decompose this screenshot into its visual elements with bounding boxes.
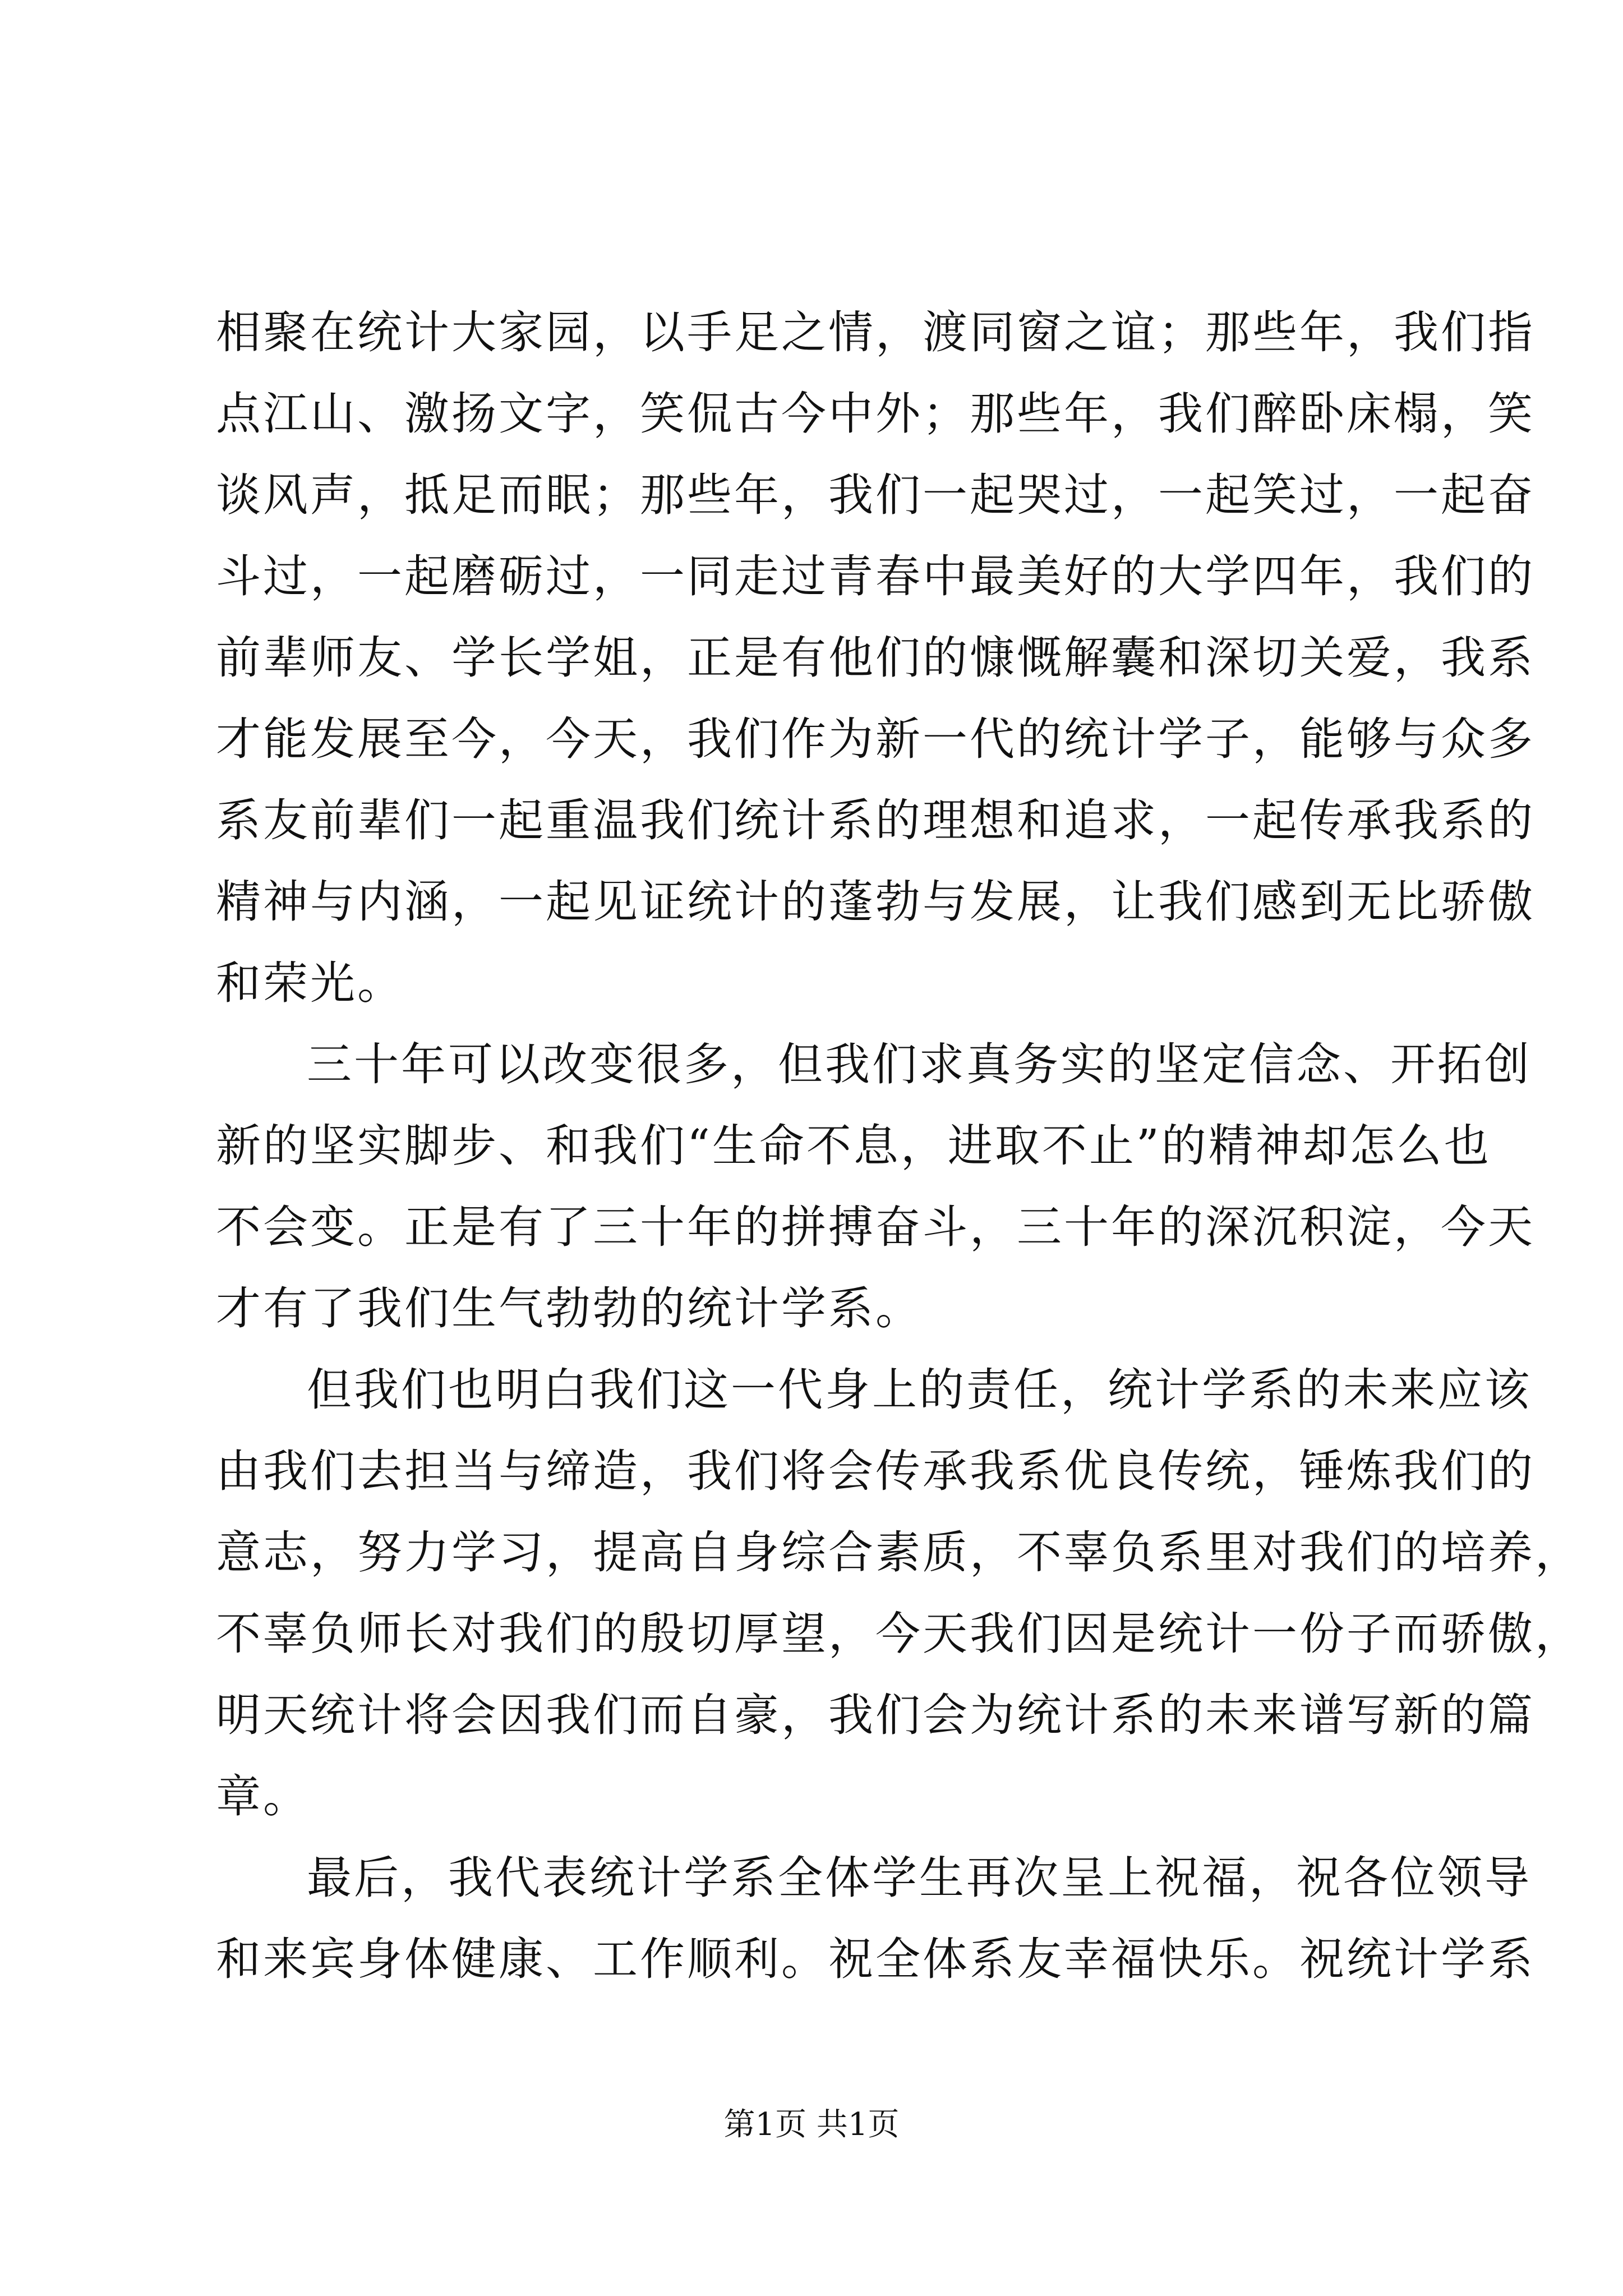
text-line: 才有了我们生气勃勃的统计学系。 bbox=[216, 1282, 923, 1335]
text-line: 和来宾身体健康、工作顺利。祝全体系友幸福快乐。祝统计学系 bbox=[216, 1933, 1535, 1985]
paragraph-1 bbox=[216, 292, 1535, 1024]
text-line: 不会变。正是有了三十年的拼搏奋斗，三十年的深沉积淀，今天 bbox=[216, 1201, 1535, 1253]
text-line: 但我们也明白我们这一代身上的责任，统计学系的未来应该 bbox=[307, 1364, 1532, 1416]
text-line: 谈风声，抵足而眠；那些年，我们一起哭过，一起笑过，一起奋 bbox=[216, 469, 1535, 521]
text-line: 前辈师友、学长学姐，正是有他们的慷慨解囊和深切关爱，我系 bbox=[216, 632, 1535, 684]
text-line: 新的坚实脚步、和我们“生命不息，进取不止”的精神却怎么也 bbox=[216, 1120, 1491, 1172]
page-footer: 第1页 共1页 bbox=[723, 2106, 900, 2143]
text-line: 最后，我代表统计学系全体学生再次呈上祝福，祝各位领导 bbox=[307, 1852, 1532, 1904]
document-body bbox=[216, 292, 1582, 2000]
text-line: 章。 bbox=[216, 1770, 310, 1823]
text-line: 不辜负师长对我们的殷切厚望，今天我们因是统计一份子而骄傲， bbox=[216, 1608, 1582, 1660]
text-line: 点江山、激扬文字，笑侃古今中外；那些年，我们醉卧床榻，笑 bbox=[216, 388, 1535, 440]
paragraph-2 bbox=[216, 1024, 1535, 1349]
text-line: 才能发展至今，今天，我们作为新一代的统计学子，能够与众多 bbox=[216, 713, 1535, 765]
text-line: 意志，努力学习，提高自身综合素质，不辜负系里对我们的培养， bbox=[216, 1526, 1582, 1579]
text-line: 明天统计将会因我们而自豪，我们会为统计系的未来谱写新的篇 bbox=[216, 1689, 1535, 1741]
paragraph-3 bbox=[216, 1349, 1582, 1837]
text-line: 和荣光。 bbox=[216, 957, 404, 1009]
paragraph-4 bbox=[216, 1837, 1535, 2000]
text-line: 相聚在统计大家园，以手足之情，渡同窗之谊；那些年，我们指 bbox=[216, 306, 1535, 358]
text-line: 三十年可以改变很多，但我们求真务实的坚定信念、开拓创 bbox=[307, 1038, 1532, 1091]
text-line: 精神与内涵，一起见证统计的蓬勃与发展，让我们感到无比骄傲 bbox=[216, 876, 1535, 928]
text-line: 系友前辈们一起重温我们统计系的理想和追求，一起传承我系的 bbox=[216, 794, 1535, 846]
text-line: 斗过，一起磨砺过，一同走过青春中最美好的大学四年，我们的 bbox=[216, 550, 1535, 602]
text-line: 由我们去担当与缔造，我们将会传承我系优良传统，锤炼我们的 bbox=[216, 1445, 1535, 1497]
